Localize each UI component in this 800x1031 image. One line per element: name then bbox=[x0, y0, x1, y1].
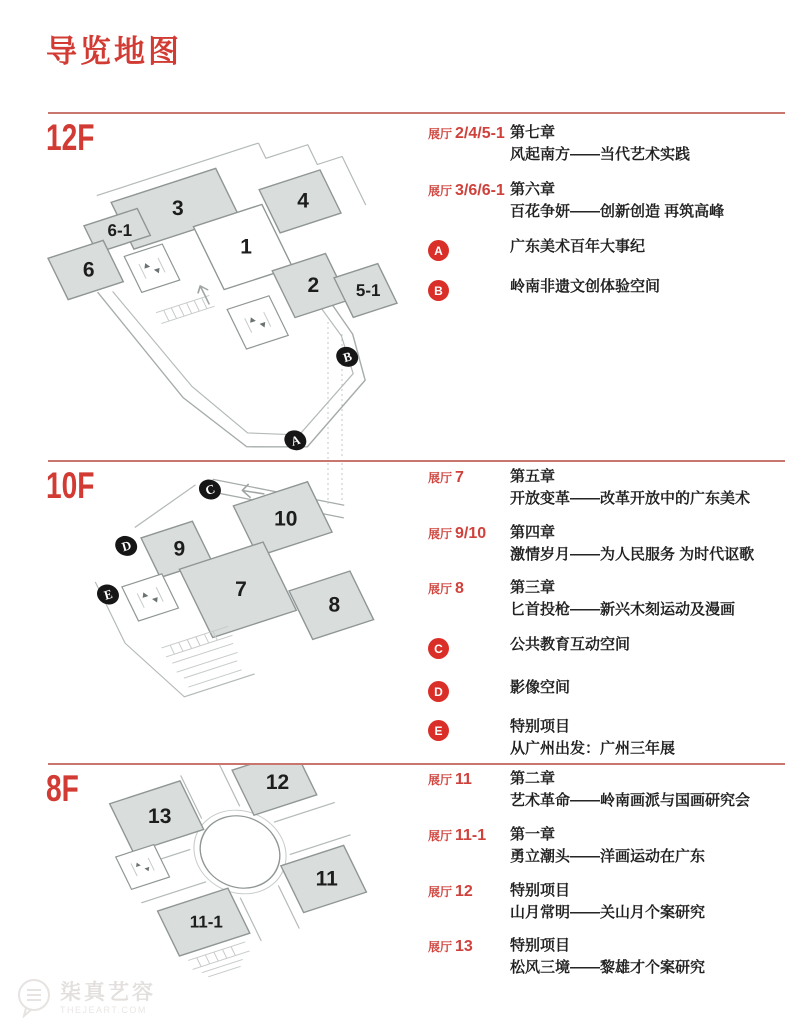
legend-row bbox=[428, 466, 788, 510]
legend-title: 公共教育互动空间 bbox=[510, 636, 631, 653]
elevator-icon bbox=[116, 845, 170, 890]
legend-row bbox=[428, 522, 788, 566]
room-label: 9 bbox=[173, 537, 186, 561]
legend-title: 第二章 bbox=[510, 770, 556, 787]
room-label: 12 bbox=[265, 770, 290, 794]
legend-title: 第一章 bbox=[510, 826, 556, 843]
room-label: 11-1 bbox=[189, 912, 223, 932]
legend-subtitle: 勇立潮头——洋画运动在广东 bbox=[510, 848, 706, 865]
floor-label-12f: 12F bbox=[46, 117, 95, 158]
legend-title: 岭南非遗文创体验空间 bbox=[510, 278, 661, 295]
hall-key: 展厅 9/10 bbox=[428, 525, 487, 542]
rotunda bbox=[187, 806, 293, 898]
hall-key: 展厅 11-1 bbox=[428, 827, 487, 844]
room-label: 13 bbox=[148, 804, 172, 828]
hall-key: 展厅 2/4/5-1 bbox=[428, 125, 505, 142]
watermark-en-text: THEJEART.COM bbox=[60, 1004, 147, 1015]
room-label: 7 bbox=[235, 578, 247, 602]
badge-c: C bbox=[428, 638, 449, 659]
legend-row bbox=[428, 824, 788, 868]
watermark bbox=[16, 978, 156, 1018]
legend-subtitle: 百花争妍——创新创造 再筑高峰 bbox=[510, 203, 725, 220]
section-divider-12f bbox=[48, 112, 785, 114]
legend-row bbox=[428, 634, 788, 659]
svg-text:A: A bbox=[287, 432, 303, 449]
marker-e bbox=[93, 582, 122, 607]
room-label: 10 bbox=[274, 507, 298, 531]
legend-subtitle: 激情岁月——为人民服务 为时代讴歌 bbox=[510, 546, 755, 563]
room-label: 4 bbox=[297, 189, 309, 213]
svg-text:B: B bbox=[339, 348, 355, 365]
elevator-icon bbox=[227, 296, 288, 349]
legend-title: 特别项目 bbox=[510, 937, 571, 954]
badge-e: E bbox=[428, 720, 449, 741]
marker-b bbox=[333, 344, 362, 369]
legend-title: 第四章 bbox=[510, 524, 556, 541]
room-label: 11 bbox=[315, 867, 338, 891]
watermark-logo-icon bbox=[16, 978, 54, 1018]
legend-title: 特别项目 bbox=[510, 718, 571, 735]
elevator-icon bbox=[122, 574, 179, 621]
legend-row bbox=[428, 577, 788, 621]
legend-subtitle: 匕首投枪——新兴木刻运动及漫画 bbox=[510, 601, 736, 618]
legend-title: 广东美术百年大事纪 bbox=[510, 238, 646, 255]
legend-row bbox=[428, 276, 788, 301]
room-label: 1 bbox=[240, 235, 252, 259]
marker-a bbox=[281, 428, 310, 453]
hall-key: 展厅 11 bbox=[428, 771, 472, 788]
wall-line bbox=[125, 485, 205, 528]
elevator-icon bbox=[124, 244, 180, 292]
legend-subtitle: 艺术革命——岭南画派与国画研究会 bbox=[510, 792, 751, 809]
floor-label-8f: 8F bbox=[46, 768, 79, 809]
svg-text:C: C bbox=[202, 481, 218, 498]
legend-row bbox=[428, 236, 788, 261]
badge-b: B bbox=[428, 280, 449, 301]
room-label: 3 bbox=[172, 197, 184, 221]
hall-key: 展厅 3/6/6-1 bbox=[428, 182, 505, 199]
hall-key: 展厅 8 bbox=[428, 580, 464, 597]
page-title: 导览地图 bbox=[46, 34, 182, 69]
room-label: 6 bbox=[82, 258, 95, 282]
room-label: 6-1 bbox=[107, 221, 133, 241]
legend-row bbox=[428, 179, 788, 223]
marker-d bbox=[112, 533, 141, 558]
floor-label-10f: 10F bbox=[46, 465, 95, 506]
legend-subtitle: 山月常明——关山月个案研究 bbox=[510, 904, 706, 921]
legend-row bbox=[428, 880, 788, 924]
legend-title: 影像空间 bbox=[510, 679, 571, 696]
legend-row bbox=[428, 716, 788, 760]
hall-key: 展厅 13 bbox=[428, 938, 473, 955]
legend-row bbox=[428, 677, 788, 702]
escalator-hatch bbox=[156, 295, 215, 323]
room-label: 8 bbox=[328, 593, 341, 617]
legend-title: 特别项目 bbox=[510, 882, 571, 899]
hall-key: 展厅 7 bbox=[428, 469, 464, 486]
legend-title: 第三章 bbox=[510, 579, 556, 596]
badge-a: A bbox=[428, 240, 449, 261]
floor-plan-12f bbox=[40, 115, 440, 461]
floor-plan-10f bbox=[40, 462, 440, 764]
svg-text:E: E bbox=[100, 586, 116, 603]
badge-d: D bbox=[428, 681, 449, 702]
legend-title: 第六章 bbox=[510, 181, 556, 198]
direction-arrow-icon bbox=[196, 284, 214, 305]
svg-text:D: D bbox=[118, 537, 134, 555]
legend-subtitle: 风起南方——当代艺术实践 bbox=[510, 146, 691, 163]
legend-title: 第七章 bbox=[510, 124, 556, 141]
legend-subtitle: 从广州出发：广州三年展 bbox=[510, 740, 676, 757]
room-label: 2 bbox=[307, 273, 320, 297]
legend-title: 第五章 bbox=[510, 468, 556, 485]
room-label: 5-1 bbox=[355, 280, 381, 300]
legend-row bbox=[428, 935, 788, 979]
watermark-cn-text: 柒真艺容 bbox=[60, 981, 156, 1005]
legend-subtitle: 开放变革——改革开放中的广东美术 bbox=[510, 490, 751, 507]
legend-row bbox=[428, 122, 788, 166]
hall-key: 展厅 12 bbox=[428, 883, 473, 900]
legend-row bbox=[428, 768, 788, 812]
legend-subtitle: 松风三境——黎雄才个案研究 bbox=[510, 959, 706, 976]
